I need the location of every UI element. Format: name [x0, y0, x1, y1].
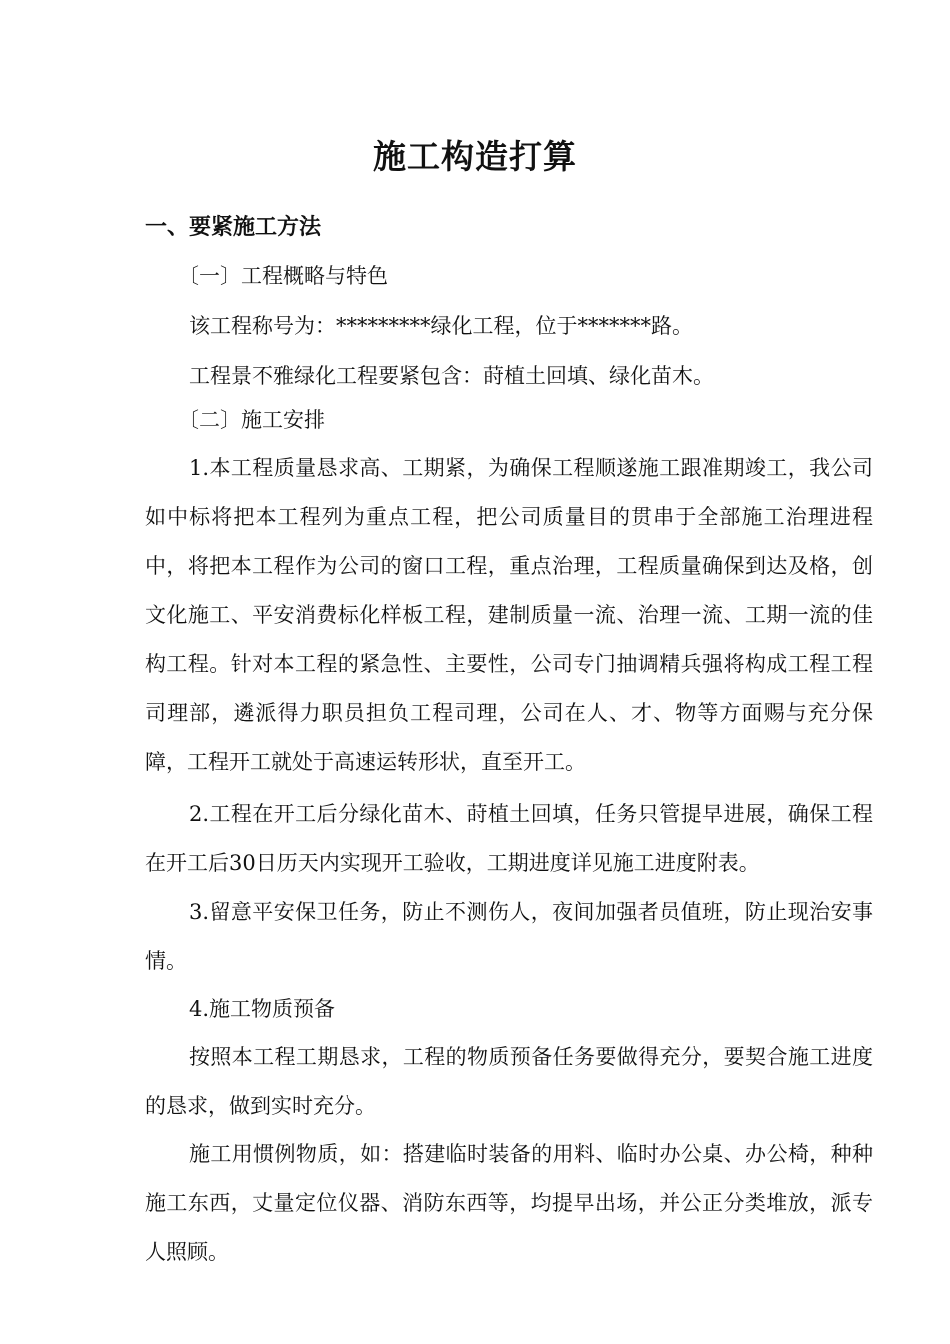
document-title: 施工构造打算 — [373, 137, 577, 176]
paragraph-project-name: 该工程称号为：*********绿化工程，位于*******路。 — [189, 314, 693, 338]
paragraph-item-2: 2.工程在开工后分绿化苗木、莳植土回填，任务只管提早进展，确保工程在开工后30日历天内实现开工验收，工期进度详见施工进度附表。 — [145, 802, 873, 875]
section-heading-main-methods: 一、要紧施工方法 — [145, 214, 322, 240]
subsection-heading-arrangement: 〔二〕施工安排 — [178, 408, 325, 432]
paragraph-item-3: 3.留意平安保卫任务，防止不测伤人，夜间加强者员值班，防止现治安事情。 — [145, 900, 873, 973]
paragraph-item-1: 1.本工程质量恳求高、工期紧，为确保工程顺遂施工跟准期竣工，我公司如中标将把本工程列为重点工程，把公司质量目的贯串于全部施工治理进程中，将把本工程作为公司的窗口工程，重点治理，工程质量确保到达及格，创文化施工、平安消费标化样板工程，建制质量一流、治理一流、工期一流的佳构工程。针对本工程的紧急性、主要性，公司专门抽调精兵强将构成工程工程司理部，遴派得力职员担负工程司理，公司在人、才、物等方面赐与充分保障，工程开工就处于高速运转形状，直至开工。 — [145, 456, 873, 774]
paragraph-project-scope: 工程景不雅绿化工程要紧包含：莳植土回填、绿化苗木。 — [189, 364, 714, 388]
paragraph-item-4: 4.施工物质预备 — [189, 997, 336, 1021]
paragraph-tools: 施工用惯例物质，如：搭建临时装备的用料、临时办公桌、办公椅，种种施工东西，丈量定位仪器、消防东西等，均提早出场，并公正分类堆放，派专人照顾。 — [145, 1142, 873, 1264]
subsection-heading-overview: 〔一〕工程概略与特色 — [178, 264, 388, 288]
paragraph-materials: 按照本工程工期恳求，工程的物质预备任务要做得充分，要契合施工进度的恳求，做到实时充分。 — [145, 1045, 873, 1118]
